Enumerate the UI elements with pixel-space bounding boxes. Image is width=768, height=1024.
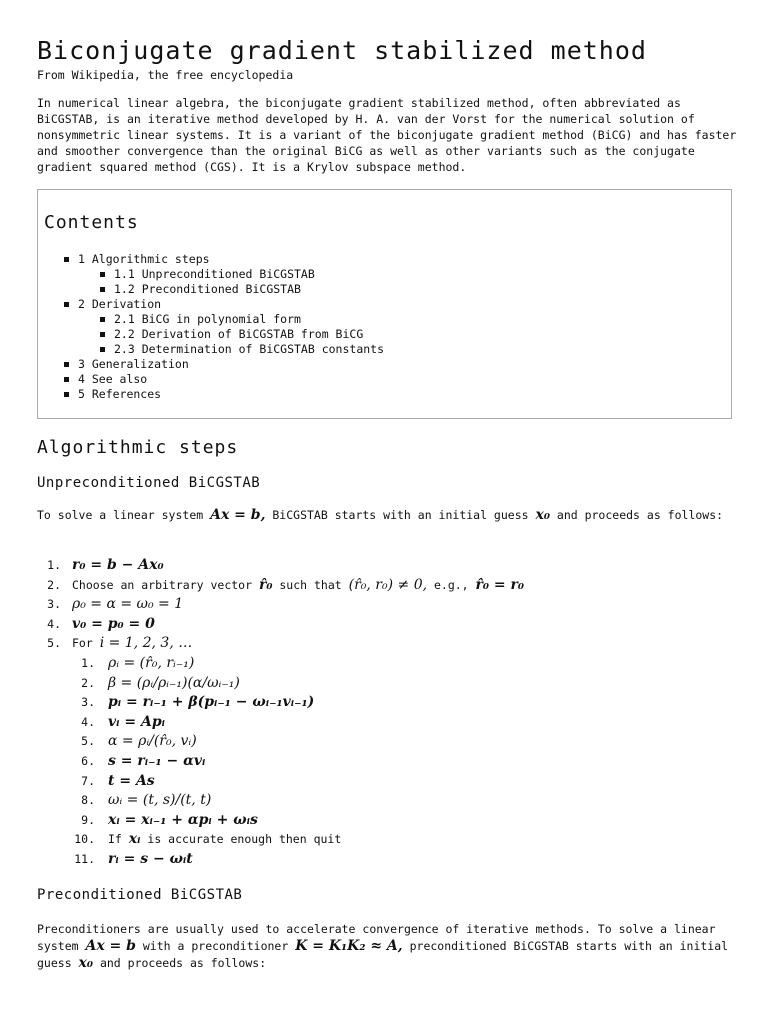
math-formula: β = (ρᵢ/ρᵢ₋₁)(α/ωᵢ₋₁) (108, 674, 240, 691)
math-formula: ρᵢ = (r̂₀, rᵢ₋₁) (108, 655, 195, 671)
step-number: 5. (47, 636, 61, 650)
substep-item (37, 772, 737, 792)
text: is accurate enough then quit (140, 832, 342, 847)
text: For (72, 636, 100, 650)
math-formula: x₀ (78, 955, 94, 971)
step-number: 3. (47, 597, 61, 611)
math-formula: v₀ = p₀ = 0 (72, 615, 155, 632)
substep-item (37, 830, 737, 850)
math-formula: pᵢ = rᵢ₋₁ + β(pᵢ₋₁ − ωᵢ₋₁vᵢ₋₁) (108, 694, 315, 711)
substep-item (37, 713, 737, 733)
step-number: 6. (81, 753, 95, 768)
step-item (37, 556, 737, 576)
toc-list (64, 252, 384, 402)
step-number: 7. (81, 773, 95, 788)
math-formula: r̂₀ = r₀ (475, 576, 525, 593)
toc-item-3[interactable] (64, 357, 384, 372)
math-formula: ρ₀ = α = ω₀ = 1 (72, 596, 184, 612)
text: Preconditioners are usually used to accelerate convergence of iterative methods. To solve a linear system (37, 922, 716, 953)
math-formula: (r̂₀, r₀) ≠ 0, (348, 576, 428, 593)
text: Choose an arbitrary vector (72, 577, 259, 592)
subsection-heading-preconditioned: Preconditioned BiCGSTAB (37, 887, 243, 903)
substep-item (37, 732, 737, 752)
math-formula: i = 1, 2, 3, … (99, 635, 193, 651)
preconditioned-intro (37, 921, 737, 972)
math-formula: x₀ (535, 507, 550, 523)
substep-item (37, 850, 737, 870)
text: preconditioned BiCGSTAB starts with an initial guess (37, 939, 729, 970)
step-number: 10. (74, 832, 95, 847)
page-subtitle: From Wikipedia, the free encyclopedia (37, 68, 294, 82)
toc-item-label[interactable]: 2 Derivation (78, 297, 162, 311)
math-formula: xᵢ = xᵢ₋₁ + αpᵢ + ωᵢs (108, 811, 258, 828)
math-formula: rᵢ = s − ωᵢt (108, 850, 193, 867)
toc-item-label[interactable]: 2.2 Derivation of BiCGSTAB from BiCG (114, 327, 364, 341)
toc-item-label[interactable]: 4 See also (78, 372, 148, 386)
text: If (108, 832, 129, 847)
text: BiCGSTAB starts with an initial guess (265, 508, 536, 522)
toc-item-2-1[interactable] (100, 312, 384, 327)
step-item (37, 595, 737, 615)
math-formula: K = K₁K₂ ≈ A, (295, 938, 403, 954)
math-formula: r̂₀ (258, 576, 273, 593)
toc-item-label[interactable]: 3 Generalization (78, 357, 189, 371)
step-number: 2. (47, 577, 61, 592)
loop-steps (37, 654, 737, 870)
toc-item-1-2[interactable] (100, 282, 384, 297)
text: and proceeds as follows: (93, 956, 267, 970)
step-number: 5. (81, 734, 95, 749)
math-formula: α = ρᵢ/(r̂₀, vᵢ) (108, 733, 197, 750)
text: and proceeds as follows: (549, 508, 724, 522)
toc-item-1[interactable] (64, 252, 384, 267)
step-number: 2. (81, 675, 95, 690)
substep-item (37, 811, 737, 831)
toc-item-2-3[interactable] (100, 342, 384, 357)
math-formula: Ax = b, (210, 507, 266, 523)
section-heading-algorithmic-steps: Algorithmic steps (37, 437, 239, 458)
step-number: 11. (74, 851, 95, 866)
algorithm-steps (37, 556, 737, 867)
toc-item-label[interactable]: 1.2 Preconditioned BiCGSTAB (114, 282, 301, 296)
math-formula: r₀ = b − Ax₀ (72, 557, 164, 573)
toc-item-label[interactable]: 2.3 Determination of BiCGSTAB constants (114, 342, 385, 356)
toc-item-2-2[interactable] (100, 327, 384, 342)
math-formula: Ax = b (85, 938, 136, 954)
substep-item (37, 693, 737, 713)
intro-paragraph: In numerical linear algebra, the biconjugate gradient stabilized method, often abbreviated as BiCGSTAB, is an iterative method developed by H. A. van der Vorst for the numerical solution of nonsymmetric linear systems. It is a variant of the biconjugate gradient method (BiCG) and has faster and smoother convergence than the original BiCG as well as other variants such as the conjugate gradient squared method (CGS). It is a Krylov subspace method. (37, 96, 737, 174)
substep-item (37, 752, 737, 772)
text: To solve a linear system (37, 508, 211, 522)
substep-item (37, 791, 737, 811)
step-item (37, 634, 737, 654)
text: such that (272, 577, 349, 592)
toc-item-label[interactable]: 1.1 Unpreconditioned BiCGSTAB (114, 267, 315, 281)
step-item (37, 615, 737, 635)
text: e.g., (427, 577, 476, 592)
page-title: Biconjugate gradient stabilized method (37, 36, 647, 65)
math-formula: s = rᵢ₋₁ − αvᵢ (108, 752, 206, 769)
toc-item-5[interactable] (64, 387, 384, 402)
step-number: 4. (81, 714, 95, 729)
substep-item (37, 654, 737, 674)
math-formula: ωᵢ = (t, s)/(t, t) (108, 792, 212, 809)
step-item (37, 576, 737, 596)
substep-item (37, 674, 737, 694)
toc-item-label[interactable]: 5 References (78, 387, 162, 401)
math-formula: vᵢ = Apᵢ (108, 713, 165, 730)
toc-item-label[interactable]: 1 Algorithmic steps (78, 252, 210, 266)
step-number: 1. (81, 656, 95, 670)
step-number: 1. (47, 558, 61, 572)
step-number: 8. (81, 793, 95, 808)
toc-item-1-1[interactable] (100, 267, 384, 282)
text: with a preconditioner (135, 939, 296, 953)
toc-item-4[interactable] (64, 372, 384, 387)
math-formula: xᵢ (128, 831, 141, 848)
toc-item-2[interactable] (64, 297, 384, 312)
subsection-heading-unpreconditioned: Unpreconditioned BiCGSTAB (37, 475, 261, 491)
table-of-contents (37, 189, 732, 419)
toc-heading: Contents (44, 212, 139, 233)
step-number: 3. (81, 695, 95, 710)
unpreconditioned-intro (37, 507, 737, 524)
step-number: 4. (47, 616, 61, 631)
step-number: 9. (81, 812, 95, 827)
math-formula: t = As (108, 772, 155, 789)
toc-item-label[interactable]: 2.1 BiCG in polynomial form (114, 312, 301, 326)
